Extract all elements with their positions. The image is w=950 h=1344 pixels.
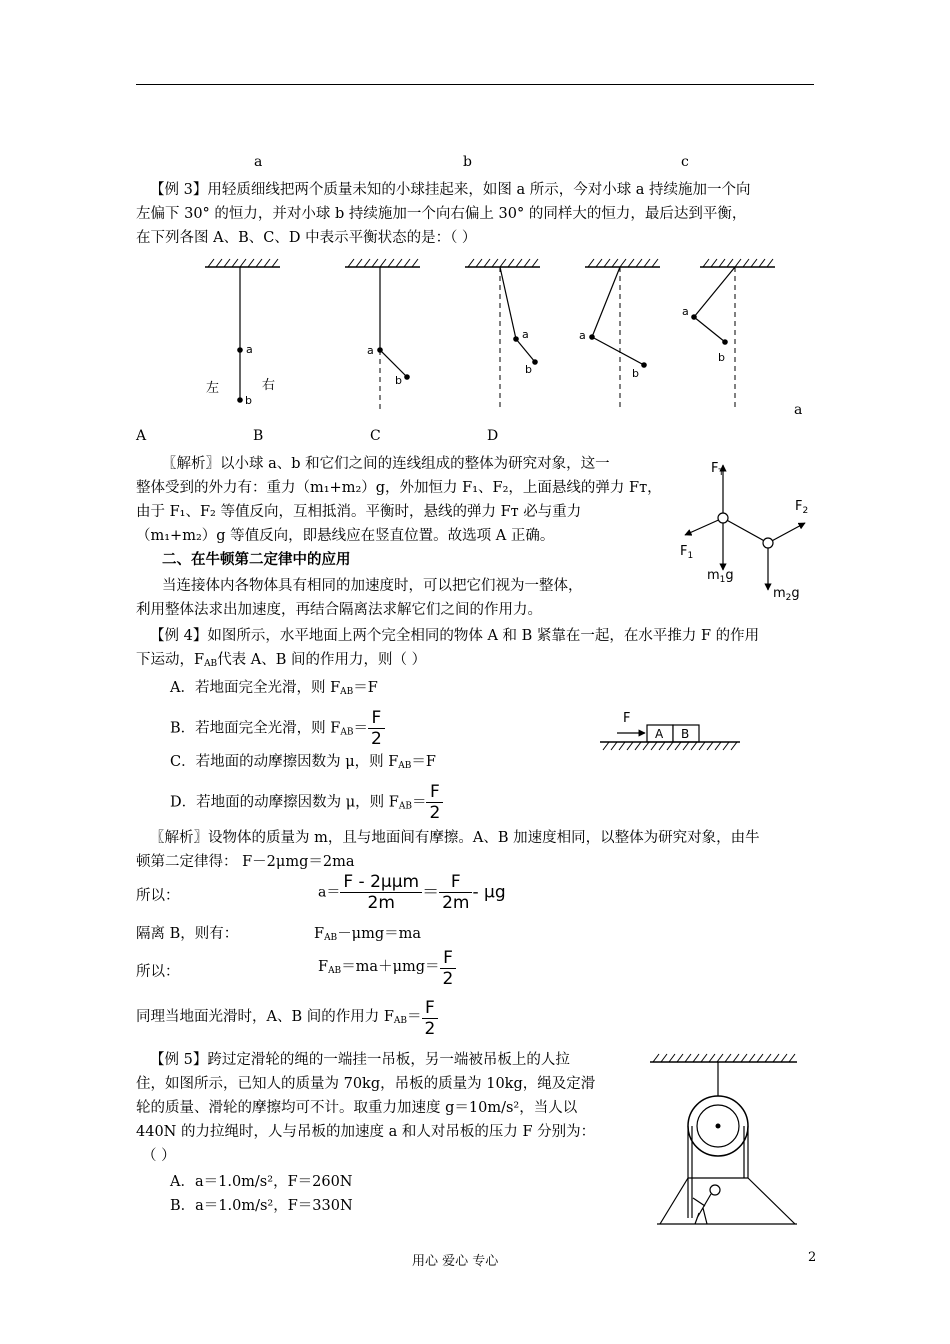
svg-text:a: a: [682, 305, 689, 318]
svg-text:b: b: [395, 374, 402, 387]
svg-text:a: a: [522, 328, 529, 341]
choice-label-d: D: [487, 428, 499, 444]
top-label-a: a: [254, 154, 263, 170]
choice-label-a: A: [136, 428, 147, 444]
ex4-line-1: 【例 4】如图所示，水平地面上两个完全相同的物体 A 和 B 紧靠在一起，在水平推力 F 的作用: [150, 628, 760, 644]
equation-1: a＝ $\frac{\text{F - 2μμm}}{2m}$ ＝ $\frac{F}{2m}$ - μg: [318, 872, 506, 913]
label-f1: $F_1$: [680, 544, 694, 561]
ex3-pendulum-figures: [190, 255, 790, 420]
ex5-option-a: A．a＝1.0m/s²，F＝260N: [170, 1174, 353, 1190]
ex4-blocks-figure: [595, 708, 745, 753]
fig-a-label-a: a: [246, 343, 253, 356]
ex3-analysis-3: 由于 F₁、F₂ 等值反向，互相抵消。平衡时，悬线的弹力 Fᴛ 必与重力: [136, 504, 582, 520]
label-block-a: A: [655, 727, 664, 741]
section2-line-1: 当连接体内各物体具有相同的加速度时，可以把它们视为一整体，: [162, 578, 583, 594]
choice-label-c: C: [370, 428, 381, 444]
svg-text:左: 左: [206, 381, 220, 396]
ex5-line-4: 440N 的力拉绳时，人与吊板的加速度 a 和人对吊板的压力 F 分别为：: [136, 1124, 596, 1140]
svg-text:a: a: [367, 344, 374, 357]
ex3-line-3: 在下列各图 A、B、C、D 中表示平衡状态的是：（ ）: [136, 230, 477, 246]
equation-3: $F_{AB}=ma+\mu mg=$ $\frac{F}{2}$: [318, 948, 456, 989]
footer-text: 用心 爱心 专心: [412, 1254, 499, 1269]
ex3-analysis-1: 〖解析〗以小球 a、b 和它们之间的连线组成的整体为研究对象，这一: [162, 456, 610, 472]
ex5-line-1: 【例 5】跨过定滑轮的绳的一端挂一吊板，另一端被吊板上的人拉: [150, 1052, 570, 1068]
top-label-c: c: [681, 154, 689, 170]
section2-heading: 二、在牛顿第二定律中的应用: [162, 551, 351, 568]
ex3-line-2: 左偏下 30° 的恒力，并对小球 b 持续施加一个向右偏上 30° 的同样大的恒力，最后达到平衡，: [136, 206, 747, 222]
svg-text:b: b: [718, 351, 725, 364]
svg-text:b: b: [632, 367, 639, 380]
svg-text:a: a: [579, 329, 586, 342]
svg-text:右: 右: [262, 378, 276, 393]
ex3-analysis-4: （m₁+m₂）g 等值反向，即悬线应在竖直位置。故选项 A 正确。: [136, 528, 555, 544]
page-number: 2: [808, 1250, 817, 1265]
ex5-line-5: （ ）: [142, 1148, 176, 1164]
fig-a-caption: a: [794, 402, 803, 418]
ex5-line-2: 住，如图所示，已知人的质量为 70kg，吊板的质量为 10kg，绳及定滑: [136, 1076, 596, 1092]
svg-text:b: b: [525, 363, 532, 376]
ex4-option-b: B．若地面完全光滑，则 $F_{AB}=$ $\frac{F}{2}$: [170, 708, 385, 749]
so-label-2: 所以：: [136, 964, 180, 980]
ex4-analysis-2: 顿第二定律得： F－2μmg＝2ma: [136, 854, 355, 870]
ex4-option-a: A．若地面完全光滑，则 $F_{AB}=F$: [170, 680, 378, 697]
ex3-analysis-2: 整体受到的外力有：重力（m₁+m₂）g，外加恒力 F₁、F₂，上面悬线的弹力 Fᴛ，: [136, 480, 662, 496]
equation-2: $F_{AB}-\mu mg=ma$: [314, 926, 422, 943]
ex5-pulley-figure: [645, 1048, 805, 1233]
ex3-line-1: 【例 3】用轻质细线把两个质量未知的小球挂起来，如图 a 所示，今对小球 a 持续施加一个向: [150, 182, 751, 198]
ex5-option-b: B．a＝1.0m/s²，F＝330N: [170, 1198, 353, 1214]
so-label-1: 所以：: [136, 888, 180, 904]
choice-label-b: B: [253, 428, 264, 444]
ex4-option-d: D．若地面的动摩擦因数为 μ，则 $F_{AB}=$ $\frac{F}{2}$: [170, 782, 443, 823]
ex4-line-2: 下运动，$F_{AB}$代表 A、B 间的作用力，则（ ）: [136, 652, 427, 669]
label-m2g: $m_2g$: [773, 586, 800, 603]
fig-a-label-b: b: [245, 394, 252, 407]
label-block-b: B: [681, 727, 690, 741]
ex5-line-3: 轮的质量、滑轮的摩擦均可不计。取重力加速度 g＝10m/s²，当人以: [136, 1100, 578, 1116]
ex4-option-c: C．若地面的动摩擦因数为 μ，则 $F_{AB}=F$: [170, 754, 436, 771]
same-line: 同理当地面光滑时，A、B 间的作用力 $F_{AB}=$ $\frac{F}{2}$: [136, 998, 438, 1039]
label-ft: $F_T$: [711, 461, 724, 478]
section2-line-2: 利用整体法求出加速度，再结合隔离法求解它们之间的作用力。: [136, 602, 542, 618]
label-f: F: [623, 711, 631, 726]
top-label-b: b: [463, 154, 472, 170]
isolate-label: 隔离 B，则有：: [136, 926, 239, 942]
header-rule: [136, 84, 814, 85]
ex4-analysis-1: 〖解析〗设物体的质量为 m，且与地面间有摩擦。A、B 加速度相同，以整体为研究对象，由牛: [150, 830, 760, 846]
label-f2: $F_2$: [795, 499, 809, 516]
label-m1g: $m_1g$: [707, 568, 734, 585]
force-diagram: [675, 455, 820, 605]
